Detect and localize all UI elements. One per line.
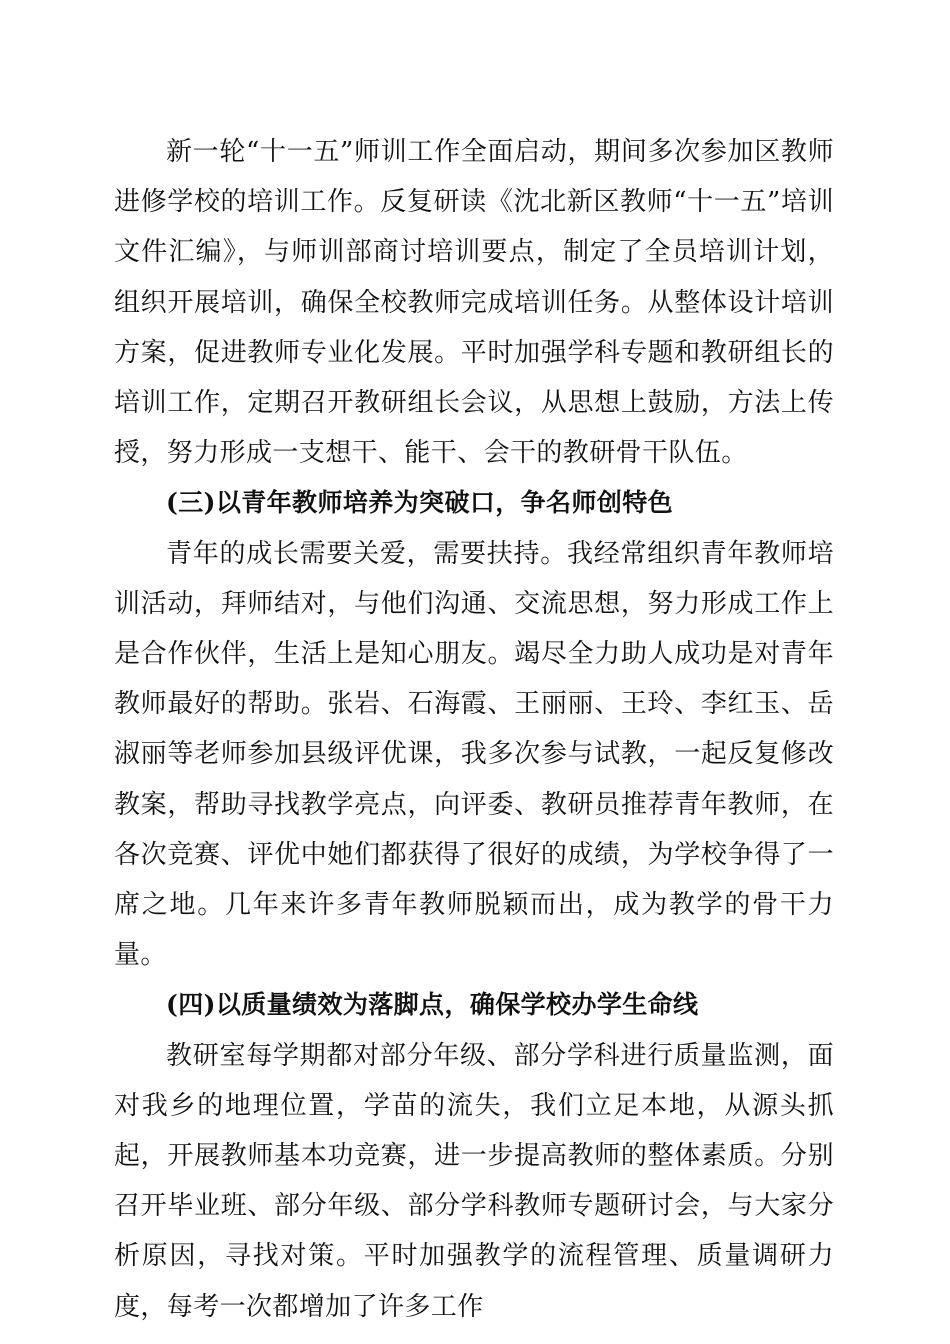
paragraph-young-teachers: 青年的成长需要关爱，需要扶持。我经常组织青年教师培训活动，拜师结对，与他们沟通、交流思想，努力形成工作上是合作伙伴，生活上是知心朋友。竭尽全力助人成功是对青年教师最好的帮助。张岩、石海霞、王丽丽、王玲、李红玉、岳淑丽等老师参加县级评优课，我多次参与试教，一起反复修改教案，帮助寻找教学亮点，向评委、教研员推荐青年教师，在各次竞赛、评优中她们都获得了很好的成绩，为学校争得了一席之地。几年来许多青年教师脱颖而出，成为教学的骨干力量。 bbox=[114, 538, 834, 971]
document-body bbox=[114, 127, 834, 1332]
paragraph-quality-monitoring: 教研室每学期都对部分年级、部分学科进行质量监测，面对我乡的地理位置，学苗的流失，我们立足本地，从源头抓起，开展教师基本功竞赛，进一步提高教师的整体素质。分别召开毕业班、部分年级、部分学科教师专题研讨会，与大家分析原因，寻找对策。平时加强教学的流程管理、质量调研力度，每考一次都增加了许多工作 bbox=[114, 1040, 834, 1322]
section-heading-3: (三)以青年教师培养为突破口，争名师创特色 bbox=[166, 488, 674, 518]
paragraph-teacher-training: 新一轮“十一五”师训工作全面启动，期间多次参加区教师进修学校的培训工作。反复研读《沈北新区教师“十一五”培训文件汇编》，与师训部商讨培训要点，制定了全员培训计划，组织开展培训，确保全校教师完成培训任务。从整体设计培训方案，促进教师专业化发展。平时加强学科专题和教研组长的培训工作，定期召开教研组长会议，从思想上鼓励，方法上传授，努力形成一支想干、能干、会干的教研骨干队伍。 bbox=[114, 137, 834, 469]
section-heading-4: (四)以质量绩效为落脚点，确保学校办学生命线 bbox=[166, 990, 699, 1020]
